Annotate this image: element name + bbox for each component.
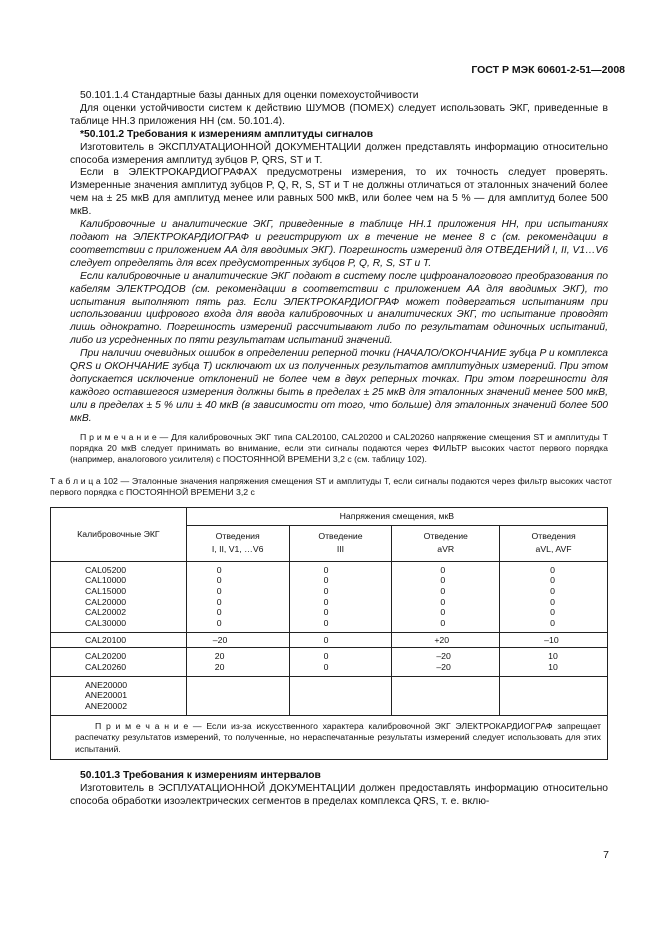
values-col-1: 0 0 0 0 0 0 <box>186 561 289 632</box>
page-number: 7 <box>603 849 609 861</box>
values-col-3: 0 0 0 0 0 0 <box>392 561 500 632</box>
empty-cell <box>392 676 500 715</box>
paragraph: Если калибровочные и аналитические ЭКГ подают в систему после цифроаналогового преобразования по кабелям ЭЛЕКТРОДОВ (см. рекомендации в соответствии с приложением АА для вводимых ЭКГ), то испытания выполняют пять раз. Если ЭЛЕКТРОКАРДИОГРАФ может подвергаться испытаниям при использовании цифрового входа для ввода калибровочных и аналитических ЭКГ, то испытание проводят лишь однократно. Погрешность измерений рассчитывают либо по результатам одиночных испытаний, либо из усредненных по пяти результатам испытаний значений. <box>70 270 608 347</box>
ecg-names: CAL20200 CAL20260 <box>51 648 187 676</box>
table-row-group-2 <box>51 632 608 648</box>
paragraph: Калибровочные и аналитические ЭКГ, приведенные в таблице НН.1 приложения НН, при испытаниях подают на ЭЛЕКТРОКАРДИОГРАФ и регистрируют их в течение не менее 8 с (см. рекомендации в соответствии с приложением АА для вводимых ЭКГ). Погрешность измерений для ОТВЕДЕНИЙ I, II, V1…V6 следует определять для всех предусмотренных зубцов P, Q, R, S, ST и T. <box>70 219 608 269</box>
ecg-names: CAL20100 <box>51 632 187 648</box>
ecg-names: ANE20000 ANE20001 ANE20002 <box>51 676 187 715</box>
header-calibration-ecg: Калибровочные ЭКГ <box>51 507 187 561</box>
note-label: П р и м е ч а н и е <box>80 431 157 442</box>
caption-text: 102 — Эталонные значения напряжения смещения ST и амплитуды T, если сигналы подаются через фильтр высоких частот первого порядка с ПОСТОЯННОЙ ВРЕМЕНИ 3,2 с <box>50 475 612 498</box>
reference-values-table <box>50 507 608 760</box>
empty-cell <box>500 676 608 715</box>
empty-cell <box>289 676 392 715</box>
header-leads-i-ii-v1-v6: Отведения I, II, V1, …V6 <box>186 525 289 561</box>
table-note-text: — Если из-за искусственного характера калибровочной ЭКГ ЭЛЕКТРОКАРДИОГРАФ запрещает распечатку результатов измерений, то полученные, но нераспечатанные результаты измерений следует использовать для этих испытаний. <box>75 720 601 754</box>
values-col-4: 0 0 0 0 0 0 <box>500 561 608 632</box>
header-lead-avr: Отведение aVR <box>392 525 500 561</box>
note-text: — Для калибровочных ЭКГ типа CAL20100, CAL20200 и CAL20260 напряжение смещения ST и амплитуды T порядка 20 мкВ следует принимать во внимание, если эти сигналы подаются через ФИЛЬТР высоких частот первого порядка (например, аналогового усилителя) с ПОСТОЯННОЙ ВРЕМЕНИ 3,2 с (см. таблицу 102). <box>70 431 608 465</box>
header-leads-avl-avf: Отведения aVL, AVF <box>500 525 608 561</box>
paragraph: Если в ЭЛЕКТРОКАРДИОГРАФАХ предусмотрены измерения, то их точность следует проверять. Измеренные значения амплитуд зубцов P, Q, R, S, ST и T не должны отличаться от эталонных значений более чем на ± 25 мкВ для амплитуд менее или равных 500 мкВ, или более чем на 5 % — для амплитуд более 500 мкВ. <box>70 167 608 218</box>
section-title: Требования к измерениям интервалов <box>122 770 321 782</box>
table-row-group-1 <box>51 561 608 632</box>
values-col-4: 10 10 <box>500 648 608 676</box>
table-caption <box>50 476 612 499</box>
page-content <box>50 90 612 809</box>
values-col-1: 20 20 <box>186 648 289 676</box>
values-col-2: 0 0 <box>289 648 392 676</box>
section-heading-50-101-1-4: 50.101.1.4 Стандартные базы данных для оценки помехоустойчивости <box>80 90 419 101</box>
paragraph: При наличии очевидных ошибок в определении реперной точки (НАЧАЛО/ОКОНЧАНИЕ зубца P и комплекса QRS и ОКОНЧАНИЕ зубца T) исключают их из полученных результатов амплитудных измерений. При этом допускается исключение отклонений не более чем в двух реперных точках. При этом погрешности для каждого оставшегося измерения должны быть в пределах ± 25 мкВ для эталонных значений менее 500 мкВ, или в пределах ± 5 % или ± 40 мкВ (в зависимости от того, что больше) для эталонных значений более 500 мкВ. <box>70 348 608 424</box>
section-number: 50.101.3 <box>80 770 121 782</box>
paragraph: Изготовитель в ЭКСПЛУАТАЦИОННОЙ ДОКУМЕНТАЦИИ должен представлять информацию относительно способа измерения амплитуд зубцов P, QRS, ST и T. <box>70 141 608 166</box>
section-title: Требования к измерениям амплитуды сигналов <box>126 128 374 140</box>
section-heading-50-101-3 <box>70 770 608 783</box>
table-row-group-4 <box>51 676 608 715</box>
header-lead-iii: Отведение III <box>289 525 392 561</box>
document-header: ГОСТ Р МЭК 60601-2-51—2008 <box>471 64 625 76</box>
values-col-2: 0 0 0 0 0 0 <box>289 561 392 632</box>
caption-label: Т а б л и ц а <box>50 475 101 486</box>
section-number: *50.101.2 <box>80 128 125 140</box>
table-note-label: П р и м е ч а н и е <box>95 720 189 731</box>
values-col-1: –20 <box>186 632 289 648</box>
values-col-4: –10 <box>500 632 608 648</box>
empty-cell <box>186 676 289 715</box>
section-heading-50-101-2 <box>70 129 608 142</box>
header-offset-voltage: Напряжения смещения, мкВ <box>186 507 607 525</box>
values-col-3: +20 <box>392 632 500 648</box>
paragraph: Для оценки устойчивости систем к действию ШУМОВ (ПОМЕХ) следует использовать ЭКГ, приведенные в таблице НН.3 приложения НН (см. 50.101.4). <box>70 102 608 127</box>
note <box>70 432 608 466</box>
ecg-names: CAL05200 CAL10000 CAL15000 CAL20000 CAL20002 CAL30000 <box>51 561 187 632</box>
table-note <box>51 715 608 759</box>
values-col-2: 0 <box>289 632 392 648</box>
table-row-group-3 <box>51 648 608 676</box>
values-col-3: –20 –20 <box>392 648 500 676</box>
paragraph: Изготовитель в ЭСПЛУАТАЦИОННОЙ ДОКУМЕНТАЦИИ должен предоставлять информацию относительно способа обработки изоэлектрических сегментов в пределах комплекса QRS, т. е. вклю- <box>70 782 608 807</box>
